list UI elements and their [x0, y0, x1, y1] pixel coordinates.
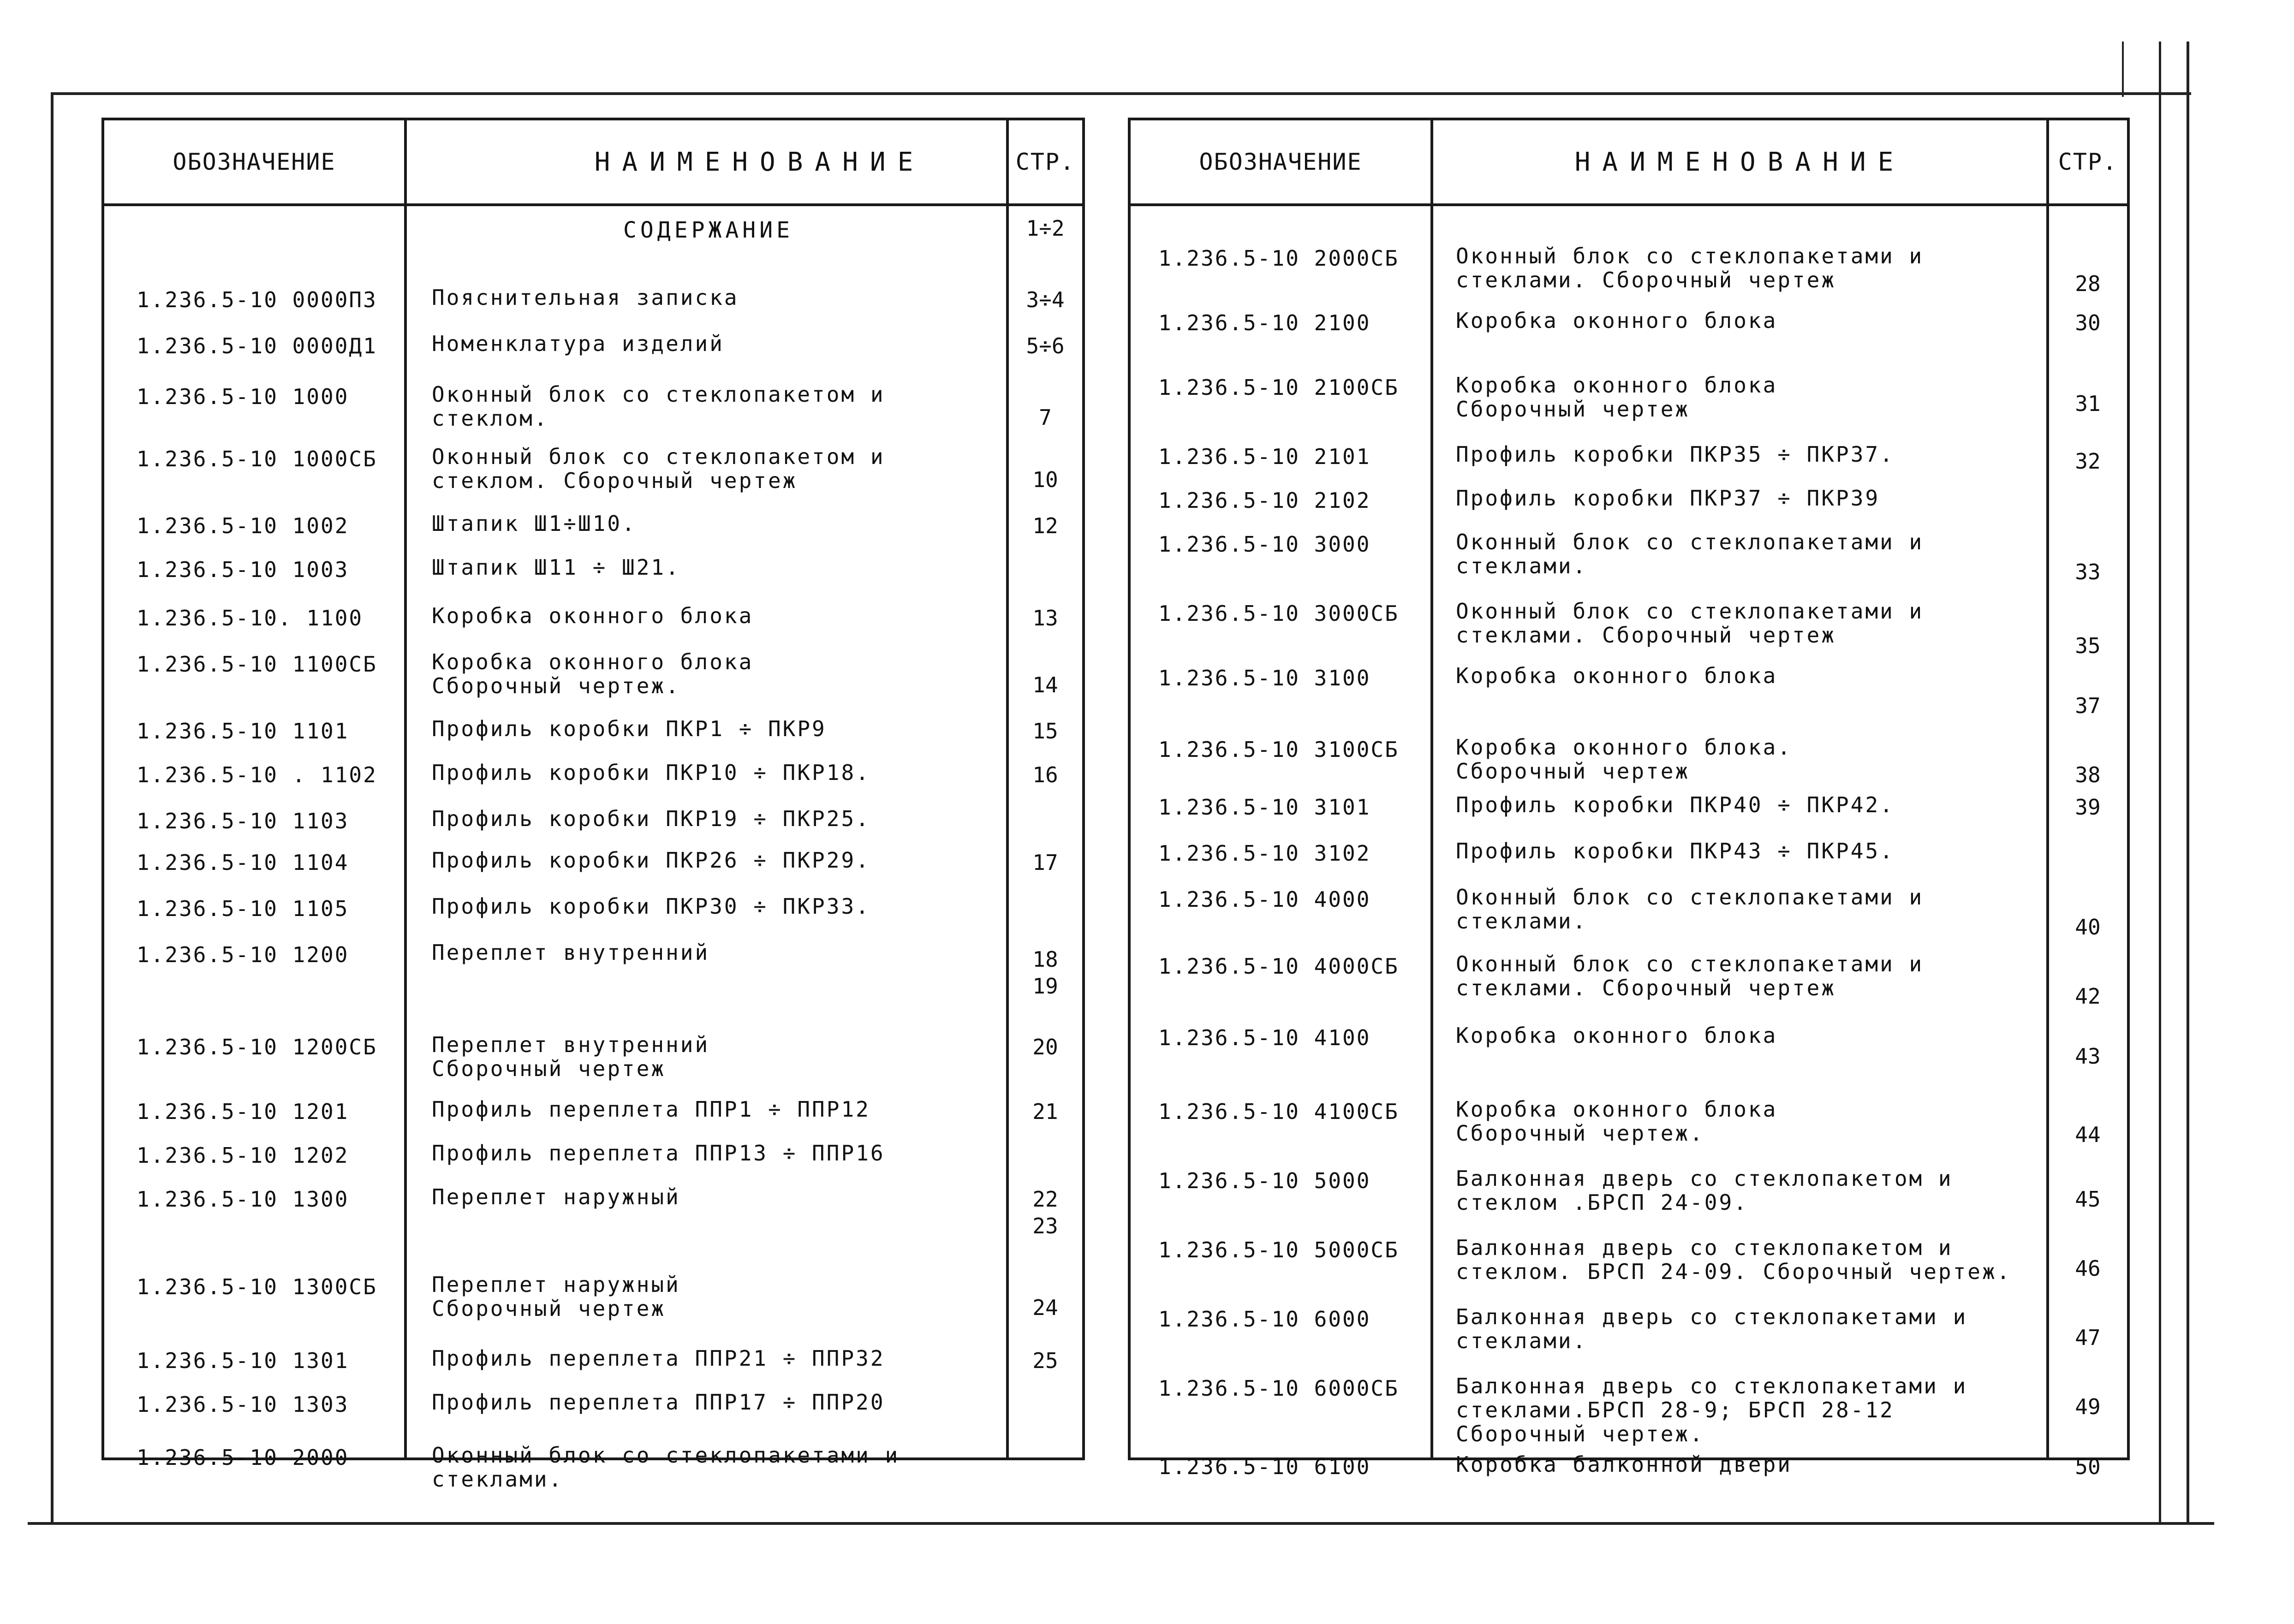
row-code: 1.236.5-10 1301	[137, 1348, 349, 1373]
row-page: 40	[2075, 915, 2101, 940]
row-name: Балконная дверь со стеклопакетом и стеклом. БРСП 24-09. Сборочный чертеж.	[1456, 1235, 2012, 1284]
row-code: 1.236.5-10 1303	[137, 1392, 349, 1417]
row-page: 15	[1032, 719, 1058, 744]
row-page: 13	[1032, 606, 1058, 631]
row-name: Коробка оконного блока	[432, 603, 754, 628]
row-page: 3÷4	[1026, 287, 1065, 312]
row-code: 1.236.5-10 4100СБ	[1158, 1099, 1399, 1124]
row-name: Коробка оконного блока	[1456, 308, 1778, 333]
row-code: 1.236.5-10 6000	[1158, 1307, 1371, 1332]
row-code: 1.236.5-10 5000	[1158, 1168, 1371, 1193]
row-code: 1.236.5-10 6100	[1158, 1454, 1371, 1479]
row-name: Профиль коробки ПКР19 ÷ ПКР25.	[432, 806, 870, 831]
contents-table-left	[101, 118, 1085, 1492]
row-code: 1.236.5-10 1101	[137, 719, 349, 744]
row-name: Профиль переплета ППР21 ÷ ППР32	[432, 1346, 885, 1371]
table-header	[104, 120, 1082, 206]
row-code: 1.236.5-10 1105	[137, 896, 349, 921]
row-code: 1.236.5-10 3000СБ	[1158, 601, 1399, 626]
frame-top-line	[51, 92, 2191, 95]
section-title-page: 1÷2	[1026, 216, 1065, 241]
row-page: 45	[2075, 1187, 2101, 1212]
row-name: Переплет внутренний	[432, 940, 710, 965]
row-name: Балконная дверь со стеклопакетами и стеклами.БРСП 28-9; БРСП 28-12 Сборочный чертеж.	[1456, 1374, 1968, 1446]
row-name: Оконный блок со стеклопакетом и стеклом.	[432, 382, 885, 431]
row-name: Оконный блок со стеклопакетами и стеклами.	[1456, 529, 1924, 578]
row-name: Оконный блок со стеклопакетами и стеклами. Сборочный чертеж	[1456, 952, 1924, 1000]
row-code: 1.236.5-10 3101	[1158, 795, 1371, 820]
row-name: Профиль коробки ПКР10 ÷ ПКР18.	[432, 760, 870, 785]
row-page: 28	[2075, 271, 2101, 296]
row-name: Профиль переплета ППР13 ÷ ППР16	[432, 1141, 885, 1166]
row-page: 37	[2075, 693, 2101, 718]
row-page: 42	[2075, 984, 2101, 1009]
row-code: 1.236.5-10 1100СБ	[137, 652, 377, 677]
contents-table-right	[1128, 118, 2130, 1479]
row-name: Балконная дверь со стеклопакетом и стеклом .БРСП 24-09.	[1456, 1166, 1953, 1215]
row-code: 1.236.5-10 6000СБ	[1158, 1376, 1399, 1401]
row-page: 10	[1032, 467, 1058, 492]
row-name: Профиль переплета ППР1 ÷ ППР12	[432, 1097, 870, 1122]
frame-right-line-outer	[2159, 42, 2161, 1524]
frame-margin-mark	[2122, 42, 2124, 97]
row-code: 1.236.5-10 1300СБ	[137, 1274, 377, 1299]
row-name: Коробка оконного блока	[1456, 1023, 1778, 1048]
row-code: 1.236.5-10 0000Д1	[137, 333, 377, 358]
row-code: 1.236.5-10 2100СБ	[1158, 375, 1399, 400]
row-name: Профиль коробки ПКР35 ÷ ПКР37.	[1456, 442, 1895, 467]
row-name: Оконный блок со стеклопакетами и стеклами. Сборочный чертеж	[1456, 244, 1924, 292]
row-code: 1.236.5-10 4000	[1158, 887, 1371, 912]
frame-left-line	[51, 92, 54, 1522]
row-page: 12	[1032, 513, 1058, 538]
row-page: 43	[2075, 1044, 2101, 1069]
row-page: 22 23	[1032, 1187, 1058, 1238]
row-code: 1.236.5-10 1202	[137, 1143, 349, 1168]
row-page: 50	[2075, 1454, 2101, 1479]
row-page: 17	[1032, 850, 1058, 875]
row-name: Номенклатура изделий	[432, 331, 724, 356]
frame-right-line	[2187, 42, 2189, 1524]
row-code: 1.236.5-10 4100	[1158, 1025, 1371, 1050]
row-name: Профиль коробки ПКР40 ÷ ПКР42.	[1456, 792, 1895, 817]
row-page: 33	[2075, 559, 2101, 584]
row-name: Балконная дверь со стеклопакетами и стеклами.	[1456, 1304, 1968, 1353]
row-page: 32	[2075, 449, 2101, 474]
row-code: 1.236.5-10 1103	[137, 809, 349, 833]
row-page: 38	[2075, 762, 2101, 787]
row-code: 1.236.5-10 3000	[1158, 532, 1371, 557]
header-page: СТР.	[1015, 149, 1075, 175]
row-name: Переплет наружный	[432, 1184, 680, 1209]
row-name: Коробка оконного блока. Сборочный чертеж	[1456, 735, 1792, 784]
column-divider-1	[1430, 120, 1433, 1457]
row-code: 1.236.5-10 2000	[137, 1445, 349, 1470]
row-page: 20	[1032, 1035, 1058, 1059]
row-name: Переплет внутренний Сборочный чертеж	[432, 1032, 710, 1081]
row-code: 1.236.5-10 3100	[1158, 666, 1371, 690]
row-page: 21	[1032, 1099, 1058, 1124]
row-page: 31	[2075, 391, 2101, 416]
row-page: 18 19	[1032, 947, 1058, 999]
row-page: 7	[1039, 405, 1052, 430]
row-name: Коробка оконного блока Сборочный чертеж.	[1456, 1097, 1778, 1146]
row-name: Оконный блок со стеклопакетами и стеклами. Сборочный чертеж	[1456, 599, 1924, 648]
row-name: Коробка оконного блока	[1456, 663, 1778, 688]
row-page: 24	[1032, 1295, 1058, 1320]
row-page: 5÷6	[1026, 333, 1065, 358]
row-code: 1.236.5-10 1000СБ	[137, 446, 377, 471]
row-code: 1.236.5-10 . 1102	[137, 762, 377, 787]
header-code: ОБОЗНАЧЕНИЕ	[1199, 149, 1362, 175]
table-header	[1131, 120, 2127, 206]
row-name: Профиль переплета ППР17 ÷ ППР20	[432, 1390, 885, 1415]
row-code: 1.236.5-10 3100СБ	[1158, 737, 1399, 762]
row-code: 1.236.5-10 3102	[1158, 841, 1371, 866]
row-page: 44	[2075, 1122, 2101, 1147]
row-code: 1.236.5-10 1201	[137, 1099, 349, 1124]
row-code: 1.236.5-10 1002	[137, 513, 349, 538]
row-name: Штапик Ш11 ÷ Ш21.	[432, 555, 680, 580]
row-code: 1.236.5-10 0000ПЗ	[137, 287, 377, 312]
row-code: 1.236.5-10 1200	[137, 942, 349, 967]
row-code: 1.236.5-10 5000СБ	[1158, 1237, 1399, 1262]
row-name: Пояснительная записка	[432, 285, 739, 310]
column-divider-1	[404, 120, 407, 1457]
row-name: Штапик Ш1÷Ш10.	[432, 511, 637, 536]
row-page: 49	[2075, 1394, 2101, 1419]
header-page: СТР.	[2058, 149, 2118, 175]
section-title: СОДЕРЖАНИЕ	[623, 217, 793, 243]
row-name: Коробка балконной двери	[1456, 1452, 1792, 1477]
row-name: Коробка оконного блока Сборочный чертеж	[1456, 373, 1778, 422]
row-page: 25	[1032, 1348, 1058, 1373]
row-name: Профиль коробки ПКР1 ÷ ПКР9	[432, 716, 827, 741]
row-page: 39	[2075, 795, 2101, 820]
row-code: 1.236.5-10 1200СБ	[137, 1035, 377, 1059]
row-code: 1.236.5-10 2100	[1158, 310, 1371, 335]
row-name: Профиль коробки ПКР37 ÷ ПКР39	[1456, 486, 1880, 511]
header-code: ОБОЗНАЧЕНИЕ	[173, 149, 336, 175]
row-name: Коробка оконного блока Сборочный чертеж.	[432, 649, 754, 698]
row-code: 1.236.5-10 1300	[137, 1187, 349, 1212]
header-name: НАИМЕНОВАНИЕ	[594, 147, 925, 177]
row-code: 1.236.5-10 1000	[137, 384, 349, 409]
row-page: 30	[2075, 310, 2101, 335]
row-code: 1.236.5-10. 1100	[137, 606, 363, 631]
row-page: 35	[2075, 633, 2101, 658]
row-page: 46	[2075, 1256, 2101, 1281]
row-name: Оконный блок со стеклопакетами и стеклами.	[432, 1443, 900, 1492]
column-divider-2	[1006, 120, 1009, 1457]
row-page: 16	[1032, 762, 1058, 787]
row-code: 1.236.5-10 4000СБ	[1158, 954, 1399, 979]
row-page: 14	[1032, 672, 1058, 697]
header-name: НАИМЕНОВАНИЕ	[1574, 147, 1906, 177]
row-name: Переплет наружный Сборочный чертеж	[432, 1272, 680, 1321]
row-code: 1.236.5-10 1003	[137, 557, 349, 582]
row-name: Профиль коробки ПКР30 ÷ ПКР33.	[432, 894, 870, 919]
row-code: 1.236.5-10 2101	[1158, 444, 1371, 469]
row-name: Профиль коробки ПКР26 ÷ ПКР29.	[432, 848, 870, 873]
row-name: Оконный блок со стеклопакетами и стеклами.	[1456, 885, 1924, 934]
row-code: 1.236.5-10 2102	[1158, 488, 1371, 513]
row-name: Профиль коробки ПКР43 ÷ ПКР45.	[1456, 839, 1895, 863]
frame-bottom-line	[28, 1522, 2214, 1525]
row-code: 1.236.5-10 2000СБ	[1158, 246, 1399, 271]
row-code: 1.236.5-10 1104	[137, 850, 349, 875]
row-name: Оконный блок со стеклопакетом и стеклом. Сборочный чертеж	[432, 444, 885, 493]
row-page: 47	[2075, 1325, 2101, 1350]
